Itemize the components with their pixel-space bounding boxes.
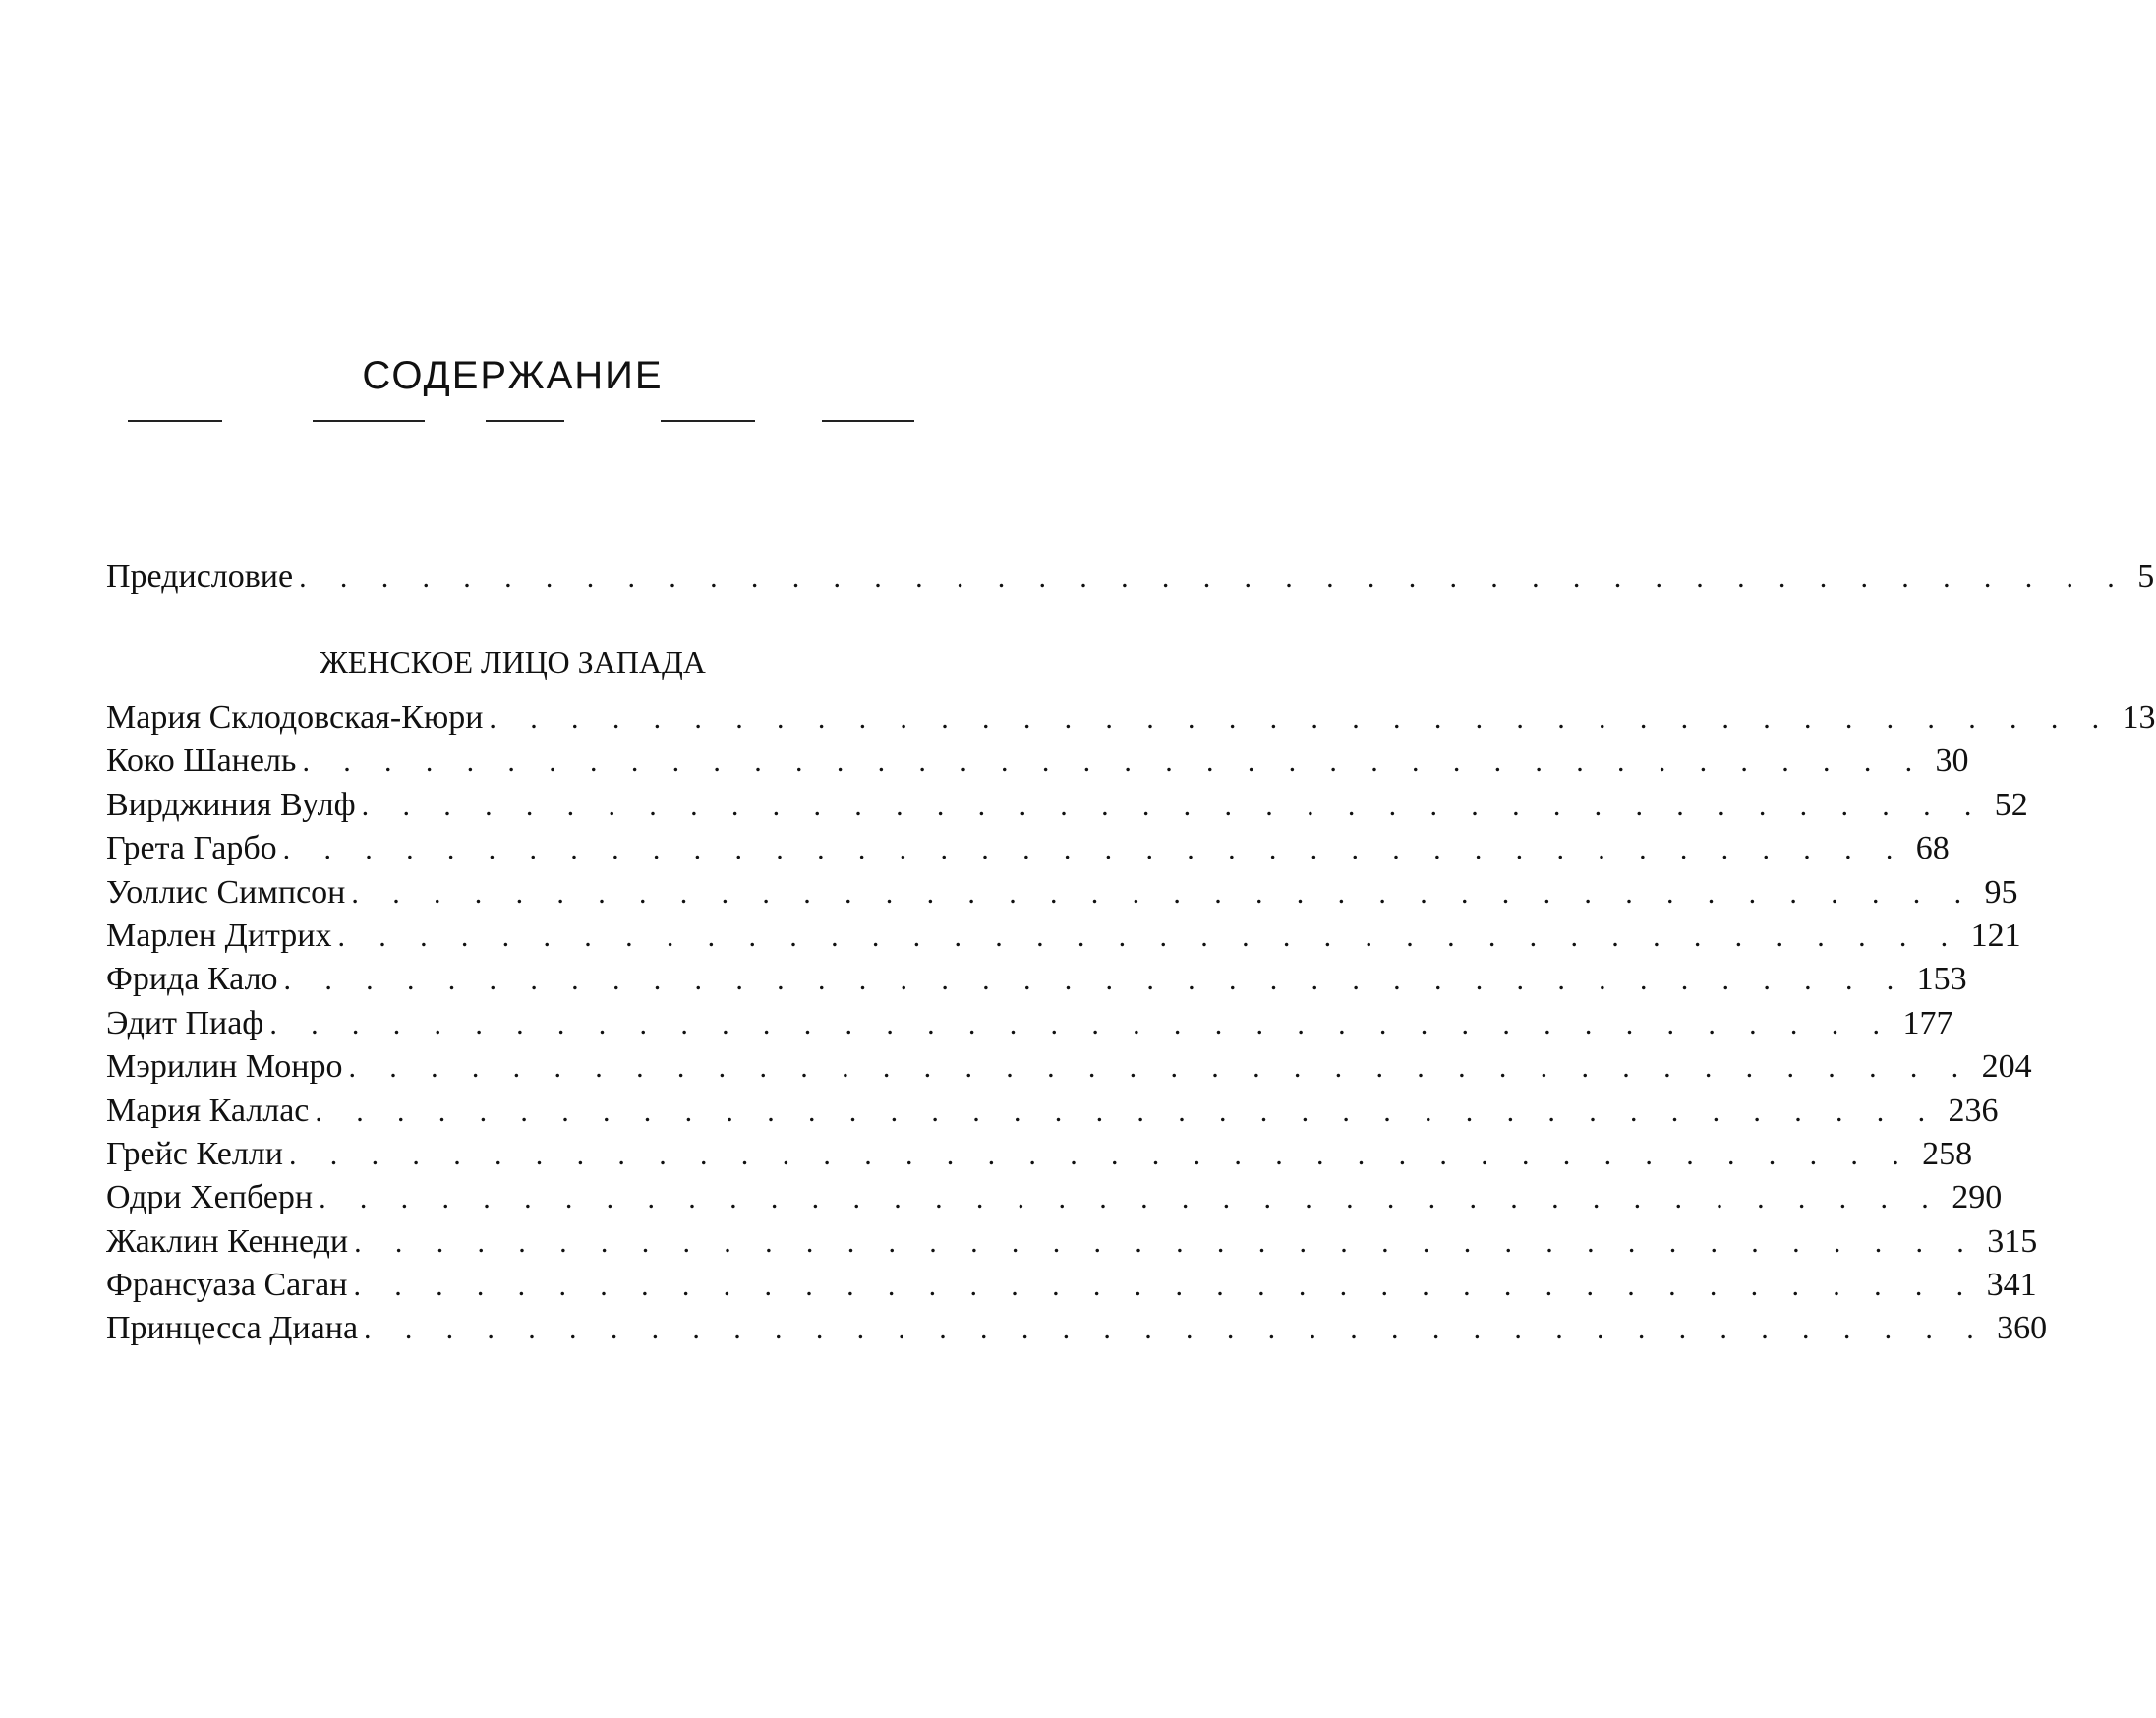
toc-entry-page: 13 [2122, 699, 2156, 736]
dot-leader: . . . . . . . . . . . . . . . . . . . . . . . . . . . . . . . . . . . . . . . . [353, 1270, 1977, 1303]
toc-entry[interactable] [106, 958, 1967, 1001]
dot-leader: . . . . . . . . . . . . . . . . . . . . . . . . . . . . . . . . . . . . . . . . [354, 1225, 1978, 1259]
toc-entry-preface[interactable] [106, 556, 2155, 599]
dot-leader: . . . . . . . . . . . . . . . . . . . . . . . . . . . . . . . . . . . . . . . . [348, 1051, 1972, 1085]
dot-leader: . . . . . . . . . . . . . . . . . . . . . . . . . . . . . . . . . . . . . . . . [489, 702, 2113, 735]
dot-leader: . . . . . . . . . . . . . . . . . . . . . . . . . . . . . . . . . . . . . . . . [319, 1182, 1943, 1215]
toc-entry-label: Фрида Кало [106, 961, 278, 998]
toc-entry-label: Жаклин Кеннеди [106, 1222, 349, 1260]
toc-entry-page: 68 [1915, 830, 1950, 867]
toc-entry-page: 315 [1987, 1222, 2038, 1260]
toc-entry-label: Марлен Дитрих [106, 917, 332, 954]
toc-entry-label: Вирджиния Вулф [106, 786, 356, 823]
toc-entry[interactable] [106, 740, 1969, 783]
title-rule-segment [486, 420, 564, 422]
toc-entry[interactable] [106, 915, 2021, 958]
toc-entry-label: Одри Хепберн [106, 1179, 314, 1216]
toc-entry-label: Мария Каллас [106, 1092, 310, 1129]
toc-entry[interactable] [106, 1307, 2048, 1350]
toc-entry-page: 177 [1902, 1004, 1953, 1041]
toc-entry-page: 5 [2137, 559, 2155, 595]
dot-leader: . . . . . . . . . . . . . . . . . . . . . . . . . . . . . . . . . . . . . . . . [289, 1138, 1913, 1171]
dot-leader: . . . . . . . . . . . . . . . . . . . . . . . . . . . . . . . . . . . . . . . . [302, 745, 1926, 779]
toc-entry-label: Коко Шанель [106, 742, 297, 780]
toc-entry[interactable] [106, 1133, 1973, 1176]
toc-entry-label: Эдит Пиаф [106, 1004, 264, 1041]
toc-entry-label: Грейс Келли [106, 1135, 283, 1172]
toc-entry[interactable] [106, 1176, 2003, 1219]
dot-leader: . . . . . . . . . . . . . . . . . . . . . . . . . . . . . . . . . . . . . . . . [337, 919, 1961, 953]
dot-leader: . . . . . . . . . . . . . . . . . . . . . . . . . . . . . . . . . . . . . . . . [269, 1007, 1894, 1040]
toc-entry[interactable] [106, 1002, 1953, 1045]
toc-entry-label: Франсуаза Саган [106, 1267, 348, 1304]
toc-entry-page: 95 [1984, 873, 2018, 911]
toc-entry[interactable] [106, 1264, 2037, 1307]
dot-leader: . . . . . . . . . . . . . . . . . . . . . . . . . . . . . . . . . . . . . . . . [282, 833, 1906, 866]
toc-entry-page: 52 [1994, 786, 2028, 823]
toc-entry-page: 290 [1952, 1179, 2003, 1216]
toc-entry-label: Уоллис Симпсон [106, 873, 346, 911]
toc-entry-page: 258 [1922, 1135, 1973, 1172]
toc-entry-page: 153 [1916, 961, 1967, 998]
toc-entry-label: Мэрилин Монро [106, 1048, 343, 1086]
preface-block [106, 556, 2155, 599]
dot-leader: . . . . . . . . . . . . . . . . . . . . . . . . . . . . . . . . . . . . . . . . . . . . . [299, 562, 2128, 594]
toc-list [106, 696, 2156, 1351]
section-title: ЖЕНСКОЕ ЛИЦО ЗАПАДА [320, 644, 706, 680]
title-rule-segment [128, 420, 222, 422]
dot-leader: . . . . . . . . . . . . . . . . . . . . . . . . . . . . . . . . . . . . . . . . [351, 876, 1975, 910]
toc-entry-page: 121 [1970, 917, 2021, 954]
toc-title: СОДЕРЖАНИЕ [362, 354, 664, 397]
toc-entry[interactable] [106, 1090, 1999, 1133]
toc-entry[interactable] [106, 1045, 2032, 1089]
toc-entry-label: Мария Склодовская-Кюри [106, 699, 484, 736]
toc-entry[interactable] [106, 871, 2018, 915]
dot-leader: . . . . . . . . . . . . . . . . . . . . . . . . . . . . . . . . . . . . . . . . [364, 1313, 1988, 1346]
title-rule-segment [822, 420, 914, 422]
toc-entry[interactable] [106, 827, 1950, 870]
title-rule-segment [313, 420, 425, 422]
toc-entry-page: 360 [1997, 1310, 2048, 1347]
dot-leader: . . . . . . . . . . . . . . . . . . . . . . . . . . . . . . . . . . . . . . . . [361, 789, 1985, 822]
toc-entry-page: 204 [1981, 1048, 2032, 1086]
title-rule-segment [661, 420, 755, 422]
toc-entry-page: 341 [1986, 1267, 2037, 1304]
toc-entry-label: Принцесса Диана [106, 1310, 359, 1347]
toc-entry-label: Предисловие [106, 559, 294, 595]
toc-entry[interactable] [106, 696, 2156, 740]
toc-entry-page: 236 [1948, 1092, 1999, 1129]
toc-entry[interactable] [106, 784, 2028, 827]
dot-leader: . . . . . . . . . . . . . . . . . . . . . . . . . . . . . . . . . . . . . . . . [283, 964, 1907, 997]
toc-entry-label: Грета Гарбо [106, 830, 277, 867]
dot-leader: . . . . . . . . . . . . . . . . . . . . . . . . . . . . . . . . . . . . . . . . [315, 1095, 1939, 1128]
toc-entry[interactable] [106, 1220, 2038, 1264]
toc-entry-page: 30 [1935, 742, 1969, 780]
